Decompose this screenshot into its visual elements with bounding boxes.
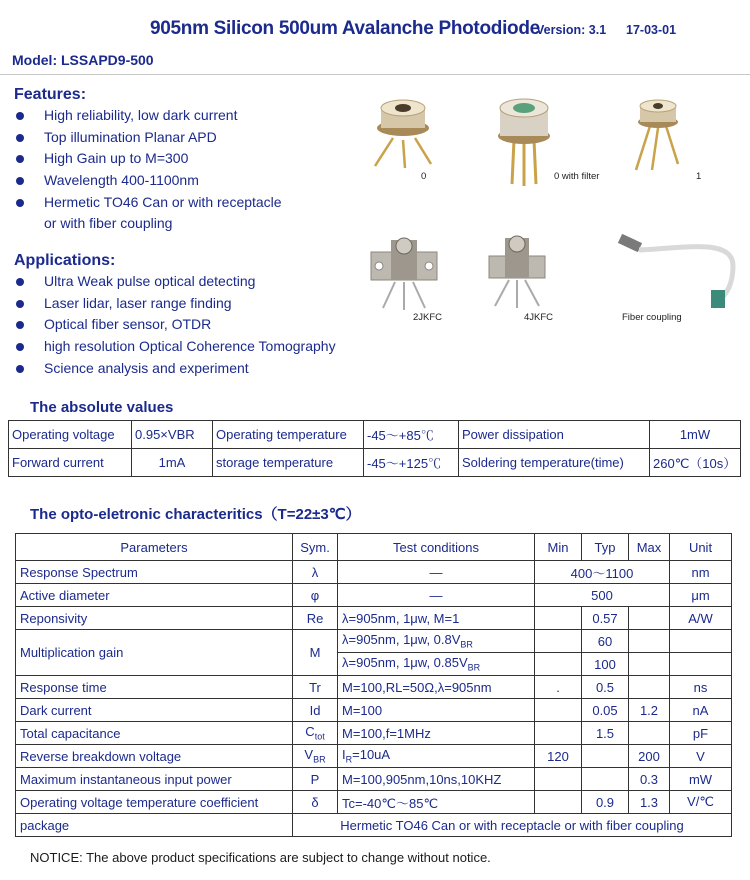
bullet-icon (16, 112, 24, 120)
table-cell (535, 699, 582, 722)
image-caption: 2JKFC (413, 312, 443, 323)
table-cell (535, 653, 582, 676)
version-date: 17-03-01 (626, 23, 677, 37)
table-cell: ns (670, 676, 732, 699)
table-row (16, 722, 732, 745)
table-cell: nm (670, 561, 732, 584)
table-cell: 200 (629, 745, 670, 768)
table-cell: Maximum instantaneous input power (16, 768, 293, 791)
table-cell (629, 653, 670, 676)
table-cell (535, 722, 582, 745)
table-cell: 1.5 (582, 722, 629, 745)
image-caption: 4JKFC (524, 312, 554, 323)
table-cell: 100 (582, 653, 629, 676)
table-cell: λ=905nm, 1μw, $0.8V_{BR}$ (338, 630, 535, 653)
features-list (13, 105, 282, 235)
list-item: Top illumination Planar APD (13, 127, 282, 149)
bullet-icon (16, 177, 24, 185)
table-cell: Reverse breakdown voltage (16, 745, 293, 768)
column-header: Test conditions (338, 534, 535, 561)
table-cell: Total capacitance (16, 722, 293, 745)
table-cell: $V_{BR}$ (293, 745, 338, 768)
notice-text: NOTICE: The above product specifications are subject to change without notice. (30, 850, 491, 865)
table-cell: 1.3 (629, 791, 670, 814)
features-heading: Features: (14, 86, 87, 103)
bullet-icon (16, 278, 24, 286)
table-cell: nA (670, 699, 732, 722)
column-header: Max (629, 534, 670, 561)
table-cell: -45～+85℃ (364, 421, 459, 449)
table-cell: λ (293, 561, 338, 584)
table-cell (535, 630, 582, 653)
table-cell: V (670, 745, 732, 768)
table-cell: M=100 (338, 699, 535, 722)
table-cell: Dark current (16, 699, 293, 722)
table-cell: Operating voltage (9, 421, 132, 449)
list-item: high resolution Optical Coherence Tomography (13, 336, 336, 358)
table-cell: 0.5 (582, 676, 629, 699)
table-cell: pF (670, 722, 732, 745)
table-cell: Operating voltage temperature coefficient (16, 791, 293, 814)
column-header: Parameters (16, 534, 293, 561)
list-item: High reliability, low dark current (13, 105, 282, 127)
bullet-icon (16, 321, 24, 329)
table-cell: 1.2 (629, 699, 670, 722)
table-cell (629, 722, 670, 745)
absolute-values-table (8, 420, 741, 477)
image-caption: 0 with filter (554, 171, 600, 182)
table-cell: Soldering temperature(time) (459, 449, 650, 477)
document-title: 905nm Silicon 500um Avalanche Photodiode (150, 18, 540, 39)
table-cell (535, 607, 582, 630)
column-header: Min (535, 534, 582, 561)
table-cell: mW (670, 768, 732, 791)
list-item: Science analysis and experiment (13, 358, 336, 380)
version-label: Version: 3.1 (536, 23, 607, 37)
opto-characteristics-table (15, 533, 732, 837)
table-cell: P (293, 768, 338, 791)
image-caption: 1 (696, 171, 702, 182)
applications-list (13, 271, 336, 379)
table-cell: -45～+125℃ (364, 449, 459, 477)
table-cell (629, 676, 670, 699)
table-cell: δ (293, 791, 338, 814)
table-cell: $C_{tot}$ (293, 722, 338, 745)
table-row (16, 745, 732, 768)
fiber-coupling-image (605, 218, 740, 313)
table-cell: M=100,f=1MHz (338, 722, 535, 745)
table-cell: Response Spectrum (16, 561, 293, 584)
table-cell: 0.05 (582, 699, 629, 722)
bullet-icon (16, 134, 24, 142)
table-cell (670, 653, 732, 676)
table-cell (582, 768, 629, 791)
table-cell: Response time (16, 676, 293, 699)
table-row (16, 584, 732, 607)
table-cell: 1mW (650, 421, 741, 449)
table-cell: Power dissipation (459, 421, 650, 449)
table-cell: Id (293, 699, 338, 722)
list-item: Laser lidar, laser range finding (13, 293, 336, 315)
table-cell: Reponsivity (16, 607, 293, 630)
table-cell: Multiplication gain (16, 630, 293, 676)
table-row (16, 814, 732, 837)
table-cell (670, 630, 732, 653)
table-cell: λ=905nm, 1μw, M=1 (338, 607, 535, 630)
list-item: Ultra Weak pulse optical detecting (13, 271, 336, 293)
model-label: Model: LSSAPD9-500 (12, 52, 154, 68)
bullet-icon (16, 199, 24, 207)
table-cell: Hermetic TO46 Can or with receptacle or with fiber coupling (293, 814, 732, 837)
table-cell: package (16, 814, 293, 837)
table-row (16, 791, 732, 814)
header-divider (0, 74, 750, 75)
table-cell: Operating temperature (213, 421, 364, 449)
2jkfc-image (365, 232, 445, 312)
list-item: Optical fiber sensor, OTDR (13, 314, 336, 336)
table-cell: 0.9 (582, 791, 629, 814)
table-cell: Tr (293, 676, 338, 699)
table-row (9, 449, 741, 477)
table-row (16, 561, 732, 584)
table-row (16, 768, 732, 791)
table-cell: 400～1100 (535, 561, 670, 584)
table-cell: 260℃（10s） (650, 449, 741, 477)
table-cell: Tc=-40℃～85℃ (338, 791, 535, 814)
table-cell: — (338, 561, 535, 584)
4jkfc-image (483, 232, 553, 310)
table-row (9, 421, 741, 449)
table-cell: A/W (670, 607, 732, 630)
bullet-icon (16, 155, 24, 163)
table-cell (629, 630, 670, 653)
table-cell: μm (670, 584, 732, 607)
table-cell: 60 (582, 630, 629, 653)
table-cell: λ=905nm, 1μw, $0.85V_{BR}$ (338, 653, 535, 676)
table-cell: V/℃ (670, 791, 732, 814)
column-header: Unit (670, 534, 732, 561)
table-cell: M=100,RL=50Ω,λ=905nm (338, 676, 535, 699)
table-cell: 500 (535, 584, 670, 607)
table-row (16, 676, 732, 699)
list-item: Hermetic TO46 Can or with receptacle (13, 192, 282, 214)
bullet-icon (16, 343, 24, 351)
table-row (16, 607, 732, 630)
table-cell (535, 791, 582, 814)
list-item: High Gain up to M=300 (13, 148, 282, 170)
table-cell: storage temperature (213, 449, 364, 477)
column-header: Typ (582, 534, 629, 561)
table-cell: 0.3 (629, 768, 670, 791)
to46-can-image (365, 90, 445, 170)
table-cell (535, 768, 582, 791)
list-item-continuation: or with fiber coupling (44, 215, 173, 232)
table-cell: Active diameter (16, 584, 293, 607)
table-cell: Forward current (9, 449, 132, 477)
opto-characteristics-title: The opto-eletronic characteritics（T=22±3℃） (30, 506, 361, 523)
bullet-icon (16, 365, 24, 373)
table-header-row (16, 534, 732, 561)
table-cell: 1mA (132, 449, 213, 477)
table-cell: φ (293, 584, 338, 607)
image-caption: Fiber coupling (622, 312, 682, 323)
to46-type1-image (630, 92, 690, 172)
table-cell: M=100,905nm,10ns,10KHZ (338, 768, 535, 791)
table-cell: 120 (535, 745, 582, 768)
image-caption: 0 (421, 171, 427, 182)
table-cell (582, 745, 629, 768)
table-row (16, 630, 732, 653)
absolute-values-title: The absolute values (30, 399, 174, 416)
table-cell: Re (293, 607, 338, 630)
list-item: Wavelength 400-1100nm (13, 170, 282, 192)
table-cell: . (535, 676, 582, 699)
table-cell: $I_R=10uA$ (338, 745, 535, 768)
table-cell: 0.57 (582, 607, 629, 630)
bullet-icon (16, 300, 24, 308)
to46-filter-image (490, 88, 560, 188)
column-header: Sym. (293, 534, 338, 561)
table-cell: M (293, 630, 338, 676)
applications-heading: Applications: (14, 252, 116, 269)
table-cell: 0.95×VBR (132, 421, 213, 449)
table-row (16, 699, 732, 722)
table-cell: — (338, 584, 535, 607)
table-cell (629, 607, 670, 630)
